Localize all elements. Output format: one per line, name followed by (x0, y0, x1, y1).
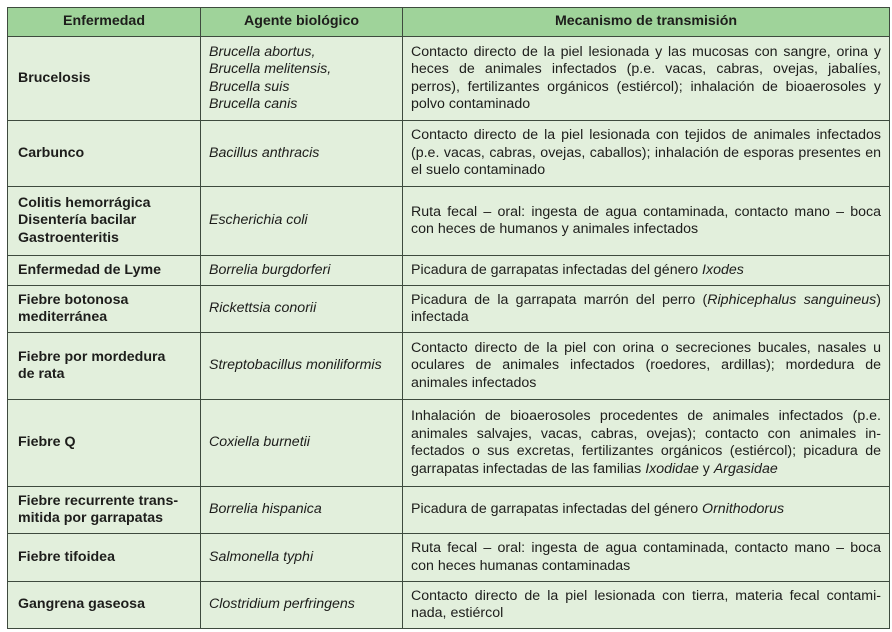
mechanism-text: Ruta fecal – oral: ingesta de agua contaminada, contacto mano – boca con heces humanas contaminadas (411, 540, 881, 574)
agent-name: Brucella melitensis, (209, 61, 332, 77)
mechanism-text: Contacto directo de la piel lesionada con tierra, materia fecal contami-nada, estiércol (411, 587, 881, 621)
mechanism-text: Picadura de garrapatas infectadas del género (411, 501, 703, 518)
agent-cell (201, 582, 403, 629)
header-enfermedad: Enfermedad (8, 8, 201, 37)
mechanism-text: Picadura de garrapatas infectadas del género (411, 261, 703, 278)
mechanism-taxon: Ixodidae (645, 460, 699, 477)
header-mecanismo-transmision: Mecanismo de transmisión (403, 8, 890, 37)
disease-cell (8, 37, 201, 121)
agent-name: Brucella suis (209, 78, 290, 95)
agent-name: Bacillus anthracis (209, 144, 320, 161)
disease-cell (8, 286, 201, 333)
disease-name: mediterránea (18, 309, 108, 325)
mechanism-cell (403, 333, 890, 400)
mechanism-cell (403, 286, 890, 333)
agent-cell (201, 187, 403, 256)
table-row (8, 333, 890, 400)
mechanism-text: Contacto directo de la piel lesionada y las mucosas con sangre, orina y heces de animales infectados (p.e. vacas, cabras, ovejas, jabalíes, perros), fertilizantes orgánicos (estiércol); inhalación de bioaerosoles y polvo contaminado (411, 43, 881, 112)
agent-cell (201, 121, 403, 187)
disease-cell (8, 582, 201, 629)
disease-name: Colitis hemorrágica (18, 194, 151, 211)
mechanism-cell (403, 400, 890, 487)
mechanism-taxon: Riphicephalus sanguineus (707, 291, 877, 308)
mechanism-taxon: Argasidae (713, 460, 778, 477)
table-body (8, 37, 890, 629)
agent-cell (201, 256, 403, 286)
table-row (8, 187, 890, 256)
agent-cell (201, 37, 403, 121)
disease-name: Fiebre tifoidea (18, 548, 115, 565)
disease-cell (8, 333, 201, 400)
mechanism-text: ) infectada (411, 291, 881, 325)
mechanism-text: Inhalación de bioaerosoles procedentes de animales infectados (p.e. animales salvajes, vacas, cabras, ovejas); contacto con animales in-fectados o sus excretas, fertilizantes orgánicos (estiércol); picadura de garrapatas infectadas de las familias (411, 408, 881, 477)
mechanism-cell (403, 487, 890, 534)
agent-name: Brucella abortus, (209, 43, 316, 60)
mechanism-text: Contacto directo de la piel con orina o secreciones bucales, nasales u oculares de animales infectados (roedores, ardillas); mordedura de animales infectados (411, 339, 881, 391)
table-row (8, 256, 890, 286)
agent-name: Borrelia burgdorferi (209, 261, 331, 278)
mechanism-cell (403, 582, 890, 629)
agent-name: Rickettsia conorii (209, 300, 317, 317)
mechanism-taxon: Ixodes (702, 261, 744, 278)
table-row (8, 582, 890, 629)
agent-name: Escherichia coli (209, 212, 308, 229)
disease-name: mitida por garrapatas (18, 510, 164, 526)
disease-cell (8, 121, 201, 187)
agent-name: Salmonella typhi (209, 548, 314, 565)
disease-name: Fiebre por mordedura (18, 348, 166, 365)
table-row (8, 487, 890, 534)
mechanism-cell (403, 37, 890, 121)
disease-cell (8, 534, 201, 582)
disease-name: Gangrena gaseosa (18, 596, 145, 613)
disease-name: Fiebre recurrente trans- (18, 492, 179, 509)
zoonoses-table (7, 7, 890, 629)
disease-name: Enfermedad de Lyme (18, 261, 161, 278)
table-row (8, 400, 890, 487)
disease-cell (8, 487, 201, 534)
mechanism-cell (403, 187, 890, 256)
agent-cell (201, 534, 403, 582)
table-row (8, 37, 890, 121)
disease-name: Carbunco (18, 144, 85, 161)
table-row (8, 286, 890, 333)
header-agente-biologico: Agente biológico (201, 8, 403, 37)
mechanism-cell (403, 121, 890, 187)
agent-name: Borrelia hispanica (209, 501, 322, 518)
disease-name: Disentería bacilar (18, 212, 137, 229)
agent-cell (201, 333, 403, 400)
disease-name: Brucelosis (18, 69, 91, 86)
mechanism-taxon: Ornithodorus (702, 501, 785, 518)
mechanism-text: Contacto directo de la piel lesionada con tejidos de animales infectados (p.e. vacas, cabras, ovejas, caballos); inhalación de esporas presentes en el suelo contaminado (411, 127, 881, 179)
mechanism-text: Picadura de la garrapata marrón del perro ( (411, 291, 708, 308)
agent-name: Clostridium perfringens (209, 596, 355, 613)
disease-cell (8, 400, 201, 487)
disease-name: Gastroenteritis (18, 229, 119, 246)
disease-cell (8, 256, 201, 286)
agent-cell (201, 400, 403, 487)
disease-name: Fiebre Q (18, 434, 76, 451)
agent-cell (201, 487, 403, 534)
agent-name: Streptobacillus moniliformis (209, 357, 382, 374)
agent-name: Brucella canis (209, 96, 298, 112)
disease-cell (8, 187, 201, 256)
agent-cell (201, 286, 403, 333)
mechanism-text: Ruta fecal – oral: ingesta de agua contaminada, contacto mano – boca con heces de humanos y animales infectados (411, 203, 881, 237)
mechanism-cell (403, 534, 890, 582)
disease-name: Fiebre botonosa (18, 291, 129, 308)
disease-name: de rata (18, 366, 65, 382)
header-row (8, 8, 890, 37)
table-row (8, 534, 890, 582)
table-row (8, 121, 890, 187)
agent-name: Coxiella burnetii (209, 434, 310, 451)
mechanism-text: y (698, 460, 714, 477)
mechanism-cell (403, 256, 890, 286)
